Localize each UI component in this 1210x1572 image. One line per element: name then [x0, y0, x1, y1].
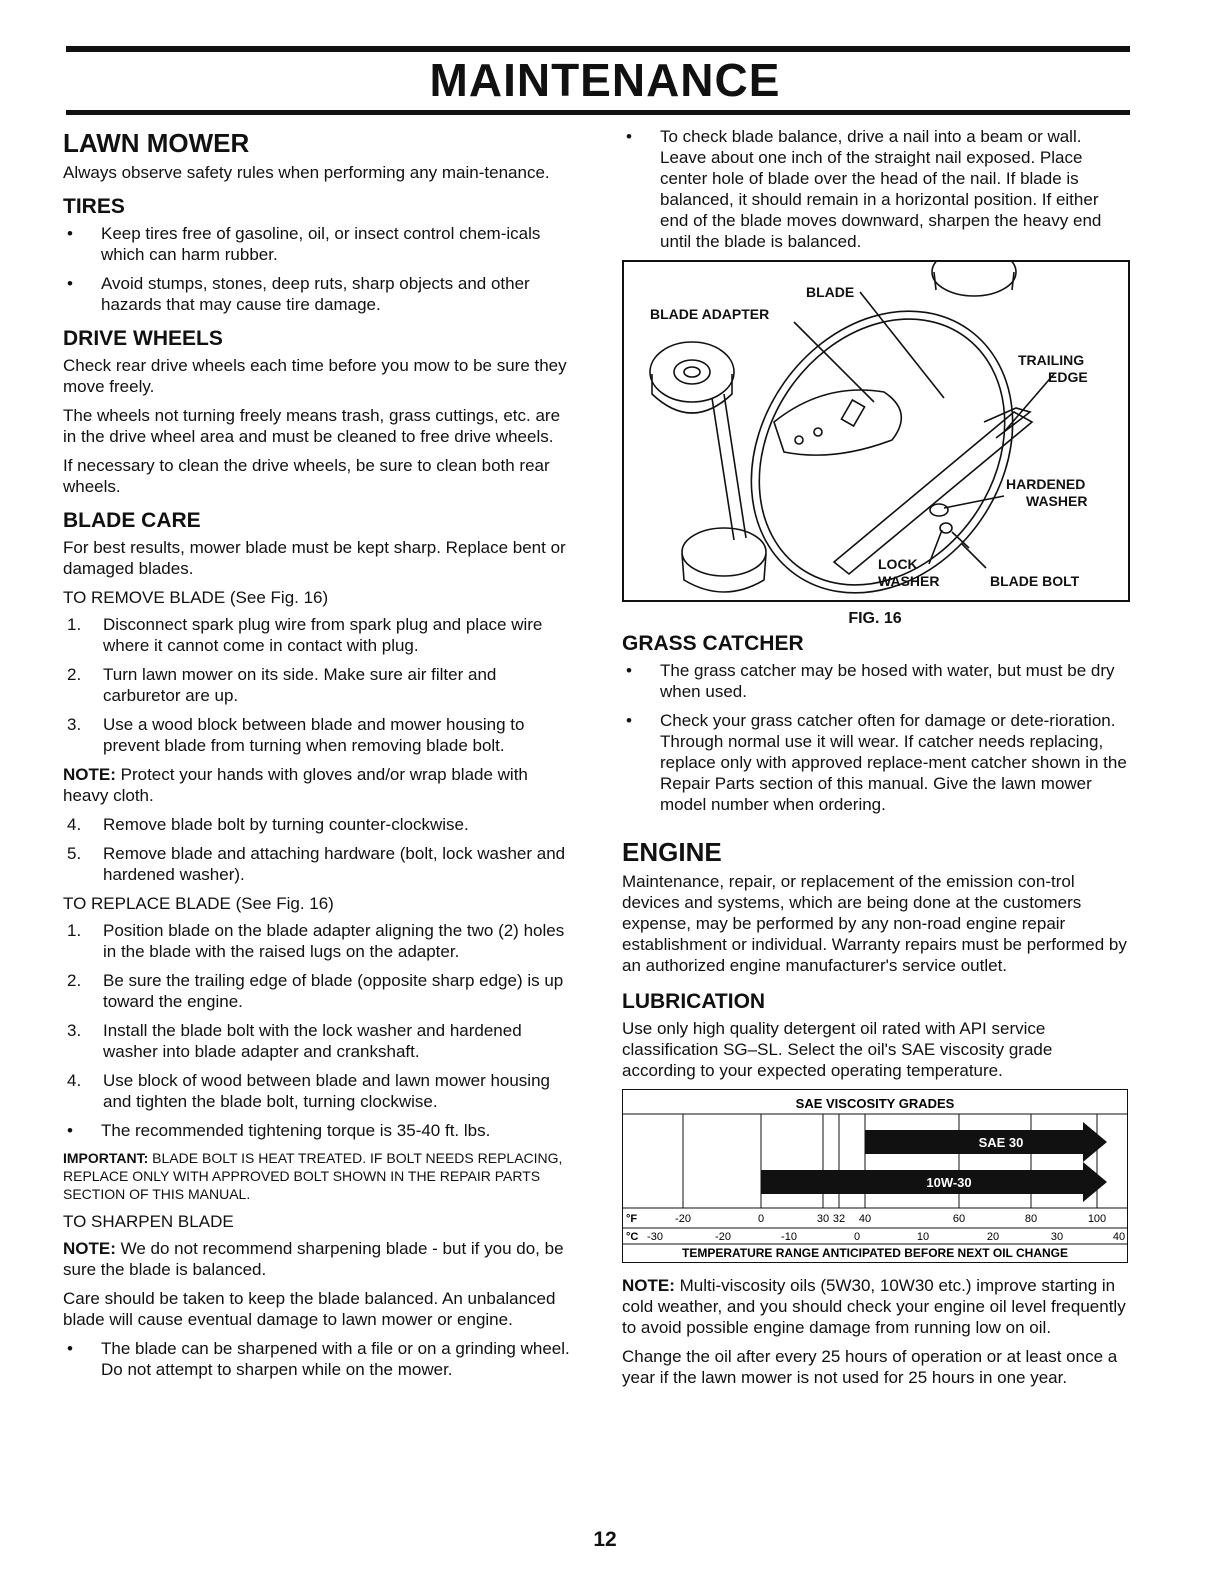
- remove-step: 4. Remove blade bolt by turning counter-clockwise.: [67, 815, 469, 834]
- fig-label-blade: BLADE: [806, 284, 855, 300]
- c-unit-label: °C: [626, 1231, 639, 1243]
- fig-label-edge: EDGE: [1048, 369, 1088, 385]
- replace-step: 2. Be sure the trailing edge of blade (opposite sharp edge) is up toward the engine.: [67, 971, 564, 1011]
- grade-label: 10W-30: [926, 1175, 972, 1190]
- sharpen-blade-heading: TO SHARPEN BLADE: [63, 1212, 234, 1231]
- tires-heading: TIRES: [63, 195, 125, 218]
- f-tick-label: 100: [1087, 1213, 1107, 1225]
- chart-title: SAE VISCOSITY GRADES: [795, 1096, 955, 1111]
- blade-care-intro: For best results, mower blade must be kept sharp. Replace bent or damaged blades.: [63, 538, 566, 578]
- lubrication-heading: LUBRICATION: [622, 990, 766, 1013]
- f-tick-label: -20: [675, 1213, 691, 1225]
- fig-label-trailing: TRAILING: [1018, 352, 1085, 368]
- right-column: [622, 120, 1128, 1396]
- fig-label-hardened-washer: WASHER: [1026, 493, 1088, 509]
- replace-step: 3. Install the blade bolt with the lock washer and hardened washer into blade adapter and crankshaft.: [67, 1021, 522, 1061]
- grass-catcher-heading: GRASS CATCHER: [622, 632, 804, 655]
- blade-figure: [622, 260, 1130, 602]
- fig-label-blade-adapter: BLADE ADAPTER: [650, 306, 770, 322]
- c-tick-label: 30: [1050, 1231, 1064, 1243]
- engine-heading: ENGINE: [622, 837, 722, 867]
- engine-para: Maintenance, repair, or replacement of the emission con-trol devices and systems, which are being done at the customers expense, may be performed by any non-road engine repair establishment or individual. Warranty repairs must be performed by an authorized engine manufacturer's service outlet.: [622, 872, 1127, 975]
- c-tick-label: 10: [916, 1231, 930, 1243]
- left-column: [63, 120, 571, 1388]
- remove-step: 2. Turn lawn mower on its side. Make sure air filter and carburetor are up.: [67, 665, 497, 705]
- replace-step: 4. Use block of wood between blade and lawn mower housing and tighten the blade bolt, turning clockwise.: [67, 1071, 550, 1111]
- c-tick-label: -10: [781, 1231, 797, 1243]
- torque-bullet: • The recommended tightening torque is 35-40 ft. lbs.: [63, 1120, 571, 1141]
- drive-wheels-para: If necessary to clean the drive wheels, be sure to clean both rear wheels.: [63, 456, 550, 496]
- chart-footer: TEMPERATURE RANGE ANTICIPATED BEFORE NEXT OIL CHANGE: [681, 1246, 1069, 1260]
- fig-label-lock-washer: WASHER: [878, 573, 940, 589]
- fig-label-lock: LOCK: [878, 556, 918, 572]
- grass-catcher-bullet: • The grass catcher may be hosed with water, but must be dry when used.: [622, 660, 1128, 702]
- tires-bullet: • Keep tires free of gasoline, oil, or insect control chem-icals which can harm rubber.: [63, 223, 571, 265]
- f-tick-label: 80: [1024, 1213, 1038, 1225]
- blade-care-heading: BLADE CARE: [63, 509, 201, 532]
- f-tick-label: 30: [816, 1213, 830, 1225]
- multi-viscosity-note: NOTE: Multi-viscosity oils (5W30, 10W30 etc.) improve starting in cold weather, and you should check your engine oil level frequently to avoid possible engine damage from running low on oil.: [622, 1276, 1126, 1337]
- grass-catcher-bullet: • Check your grass catcher often for damage or dete-rioration. Through normal use it will wear. If catcher needs replacing, replace only with approved replace-ment catcher shown in the Repair Parts section of this manual. Give the lawn mower model number when ordering.: [622, 710, 1128, 815]
- care-para: Care should be taken to keep the blade balanced. An unbalanced blade will cause eventual damage to lawn mower or engine.: [63, 1289, 556, 1329]
- drive-wheels-para: The wheels not turning freely means trash, grass cuttings, etc. are in the drive wheel area and must be cleaned to free drive wheels.: [63, 406, 561, 446]
- replace-step: 1. Position blade on the blade adapter aligning the two (2) holes in the blade with the raised lugs on the adapter.: [67, 921, 565, 961]
- remove-step: 5. Remove blade and attaching hardware (bolt, lock washer and hardened washer).: [67, 844, 566, 884]
- sae-viscosity-chart: [622, 1089, 1128, 1263]
- sharpen-bullet: • The blade can be sharpened with a file or on a grinding wheel. Do not attempt to sharpen while on the mower.: [63, 1338, 571, 1380]
- remove-step: 3. Use a wood block between blade and mower housing to prevent blade from turning when removing blade bolt.: [67, 715, 525, 755]
- fig-label-blade-bolt: BLADE BOLT: [990, 573, 1080, 589]
- lawn-mower-intro: Always observe safety rules when performing any main-tenance.: [63, 163, 550, 182]
- remove-blade-heading: TO REMOVE BLADE (See Fig. 16): [63, 588, 329, 607]
- f-tick-label: 60: [952, 1213, 966, 1225]
- page-title: MAINTENANCE: [429, 54, 781, 106]
- c-tick-label: 0: [853, 1231, 861, 1243]
- note-sharpening: NOTE: We do not recommend sharpening blade - but if you do, be sure the blade is balanced.: [63, 1239, 564, 1279]
- c-tick-label: 20: [986, 1231, 1000, 1243]
- remove-step: 1. Disconnect spark plug wire from spark plug and place wire where it cannot come in contact with plug.: [67, 615, 543, 655]
- replace-blade-heading: TO REPLACE BLADE (See Fig. 16): [63, 894, 334, 913]
- lubrication-para: Use only high quality detergent oil rated with API service classification SG–SL. Select the oil's SAE viscosity grade according to your expected operating temperature.: [622, 1019, 1053, 1080]
- f-tick-label: 0: [757, 1213, 765, 1225]
- title-underline: [66, 110, 1130, 115]
- f-tick-label: 40: [858, 1213, 872, 1225]
- c-tick-label: 40: [1112, 1231, 1126, 1243]
- drive-wheels-para: Check rear drive wheels each time before you mow to be sure they move freely.: [63, 356, 567, 396]
- oil-change-para: Change the oil after every 25 hours of operation or at least once a year if the lawn mower is not used for 25 hours in one year.: [622, 1347, 1118, 1387]
- page-number: 12: [593, 1528, 617, 1551]
- important-note: IMPORTANT: BLADE BOLT IS HEAT TREATED. IF BOLT NEEDS REPLACING, REPLACE ONLY WITH APPROVED BOLT SHOWN IN THE REPAIR PARTS SECTION OF THIS MANUAL.: [63, 1150, 563, 1202]
- grade-label: SAE 30: [978, 1135, 1024, 1150]
- drive-wheels-heading: DRIVE WHEELS: [63, 327, 223, 350]
- balance-bullet: • To check blade balance, drive a nail into a beam or wall. Leave about one inch of the straight nail exposed. Place center hole of blade over the head of the nail. If blade is balanced, it should remain in a horizontal position. If either end of the blade moves downward, sharpen the heavy end until the blade is balanced.: [622, 126, 1128, 252]
- lawn-mower-heading: LAWN MOWER: [63, 128, 250, 158]
- fig-label-hardened: HARDENED: [1006, 476, 1086, 492]
- c-tick-label: -20: [715, 1231, 731, 1243]
- viscosity-chart-graphic: [623, 1090, 1127, 1262]
- c-tick-label: -30: [647, 1231, 663, 1243]
- note-gloves: NOTE: Protect your hands with gloves and/or wrap blade with heavy cloth.: [63, 765, 528, 805]
- tires-bullet: • Avoid stumps, stones, deep ruts, sharp objects and other hazards that may cause tire damage.: [63, 273, 571, 315]
- f-unit-label: °F: [626, 1213, 638, 1225]
- figure-caption: FIG. 16: [848, 610, 902, 627]
- f-tick-label: 32: [832, 1213, 846, 1225]
